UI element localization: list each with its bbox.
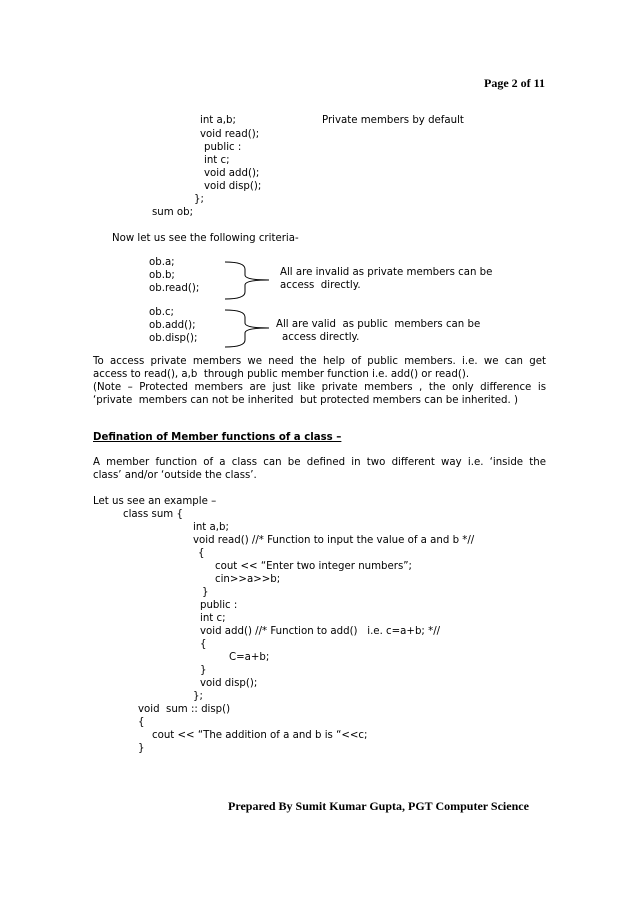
criteria-item: ob.c; bbox=[149, 307, 174, 318]
section-heading: Defination of Member functions of a class – bbox=[93, 432, 342, 443]
code-line: } bbox=[200, 665, 207, 676]
code-line: public : bbox=[200, 600, 238, 611]
code-line: cout << “Enter two integer numbers”; bbox=[215, 561, 412, 572]
example-intro: Let us see an example – bbox=[93, 496, 217, 507]
page-number: Page 2 of 11 bbox=[484, 76, 545, 90]
code-line: void sum :: disp() bbox=[138, 704, 231, 715]
code-line: } bbox=[138, 743, 145, 754]
code-line: int a,b; bbox=[193, 522, 229, 533]
code-line: { bbox=[138, 717, 145, 728]
code-line: } bbox=[202, 587, 209, 598]
right-brace-icon bbox=[223, 309, 273, 349]
paragraph-line: class’ and/or ‘outside the class’. bbox=[93, 470, 257, 481]
code-line: void disp(); bbox=[200, 678, 258, 689]
code-line: void add(); bbox=[204, 168, 260, 179]
code-line: { bbox=[198, 548, 205, 559]
code-line: }; bbox=[194, 194, 204, 205]
code-line: int c; bbox=[204, 155, 230, 166]
code-line: { bbox=[200, 639, 207, 650]
paragraph-line: access to read(), a,b through public member function i.e. add() or read(). bbox=[93, 369, 470, 380]
code-line: C=a+b; bbox=[229, 652, 270, 663]
code-line: public : bbox=[204, 142, 242, 153]
code-line: cout << “The addition of a and b is “<<c; bbox=[152, 730, 368, 741]
code-annotation: Private members by default bbox=[322, 115, 464, 126]
paragraph-line: To access private members we need the help of public members. i.e. we can get bbox=[93, 356, 546, 367]
paragraph-line: (Note – Protected members are just like private members , the only difference is bbox=[93, 382, 546, 393]
code-line: cin>>a>>b; bbox=[215, 574, 281, 585]
paragraph-line: A member function of a class can be defined in two different way i.e. ‘inside the bbox=[93, 457, 546, 468]
code-line: sum ob; bbox=[152, 207, 194, 218]
code-line: void read() //* Function to input the value of a and b *// bbox=[193, 535, 475, 546]
footer-credit: Prepared By Sumit Kumar Gupta, PGT Computer Science bbox=[228, 799, 529, 813]
criteria-item: ob.read(); bbox=[149, 283, 200, 294]
criteria-item: ob.add(); bbox=[149, 320, 196, 331]
criteria-item: ob.a; bbox=[149, 257, 175, 268]
code-line: int c; bbox=[200, 613, 226, 624]
code-line: void add() //* Function to add() i.e. c=a+b; *// bbox=[200, 626, 441, 637]
paragraph-line: ‘private members can not be inherited but protected members can be inherited. ) bbox=[93, 395, 518, 406]
right-brace-icon bbox=[223, 261, 273, 301]
code-line: void read(); bbox=[200, 129, 260, 140]
criteria-note: access directly. bbox=[282, 332, 360, 343]
criteria-item: ob.b; bbox=[149, 270, 175, 281]
code-line: int a,b; bbox=[200, 115, 236, 126]
criteria-item: ob.disp(); bbox=[149, 333, 198, 344]
criteria-note: All are invalid as private members can be bbox=[280, 267, 493, 278]
code-line: void disp(); bbox=[204, 181, 262, 192]
criteria-intro: Now let us see the following criteria- bbox=[112, 233, 299, 244]
criteria-note: All are valid as public members can be bbox=[276, 319, 481, 330]
criteria-note: access directly. bbox=[280, 280, 361, 291]
code-line: class sum { bbox=[123, 509, 183, 520]
code-line: }; bbox=[193, 691, 203, 702]
